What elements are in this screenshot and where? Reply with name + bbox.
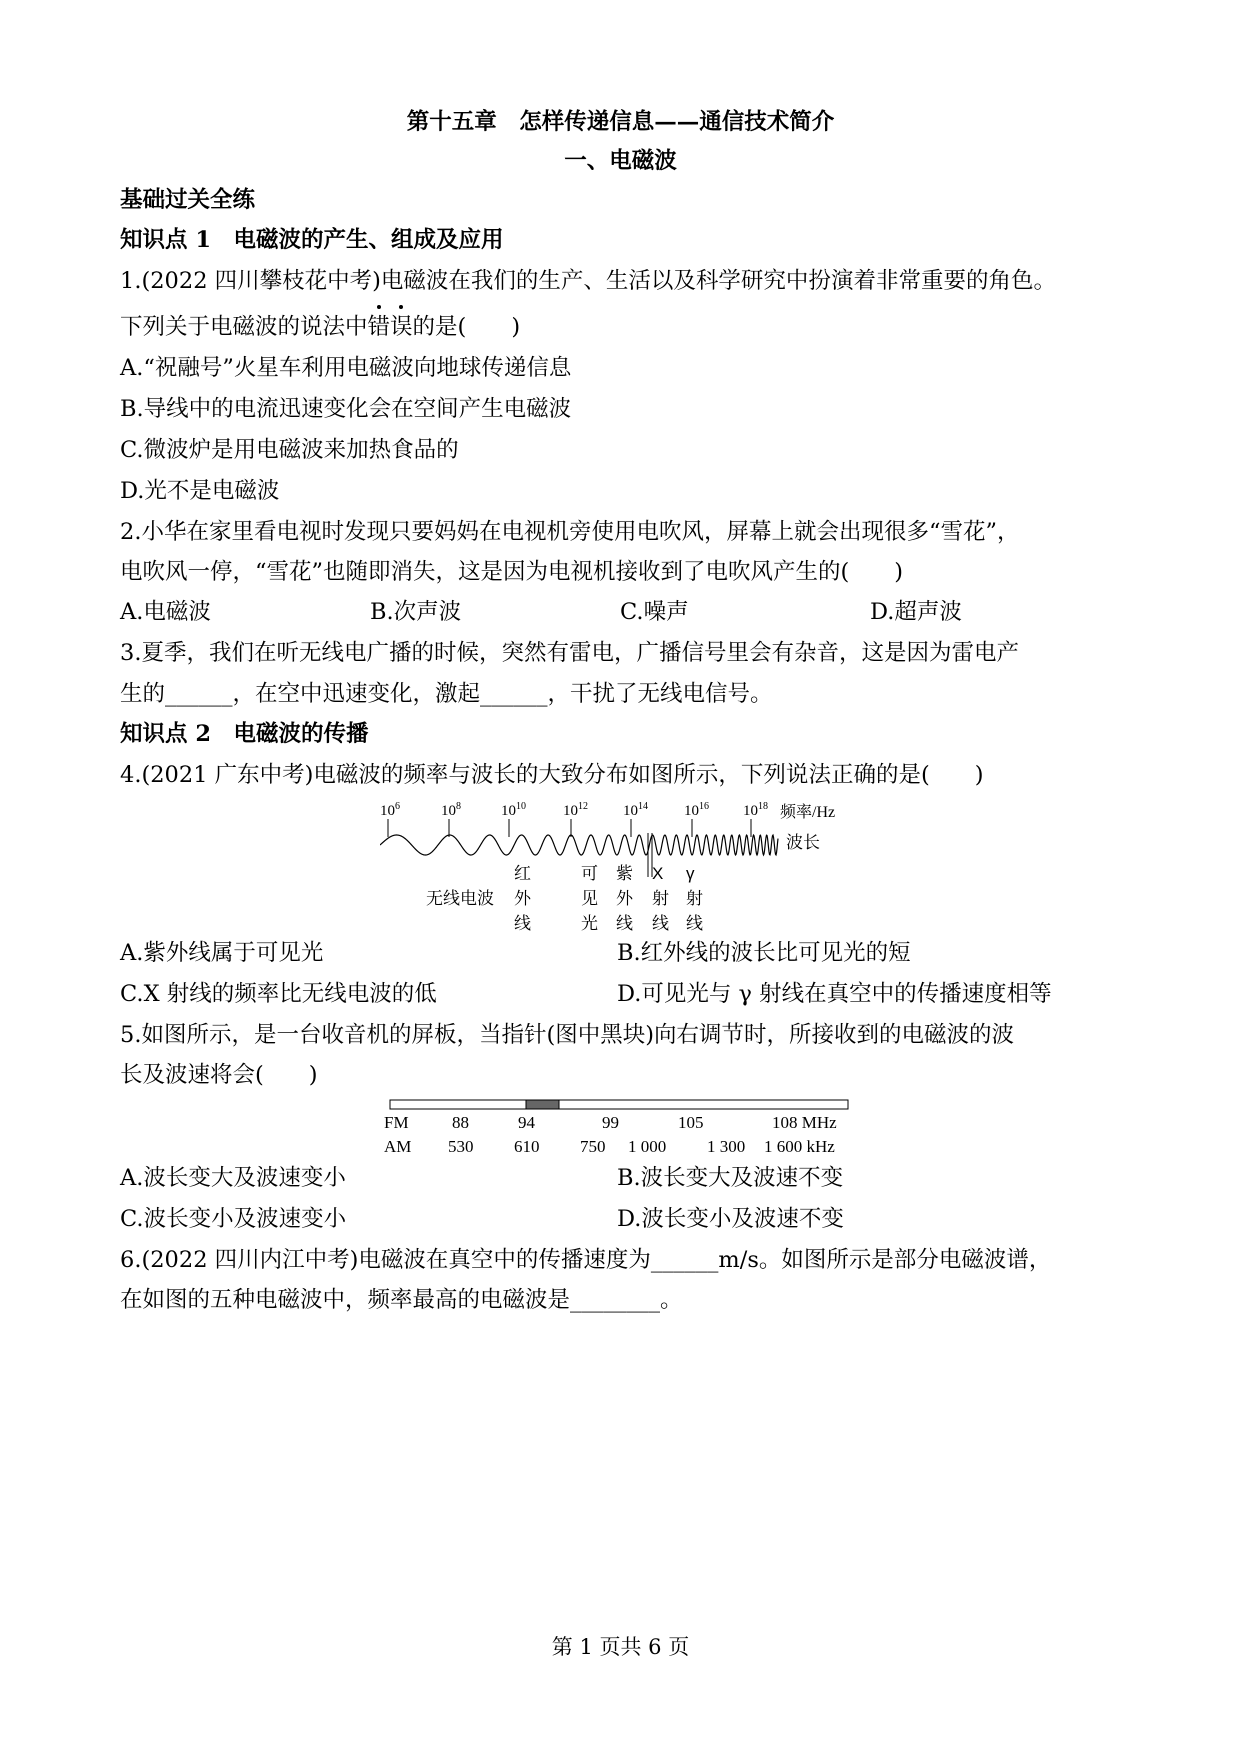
q1-option-c: C.微波炉是用电磁波来加热食品的 — [120, 437, 459, 463]
q1-stem-line1: 1.(2022 四川攀枝花中考)电磁波在我们的生产、生活以及科学研究中扮演着非常重要的角色。 — [120, 268, 1056, 294]
q2-option-b: B.次声波 — [370, 599, 462, 625]
q2-option-c: C.噪声 — [620, 599, 689, 625]
q6-stem-line2: 在如图的五种电磁波中，频率最高的电磁波是________。 — [120, 1287, 683, 1313]
fm-label: FM — [384, 1113, 409, 1132]
q1-emphasis-char-2: 误 — [390, 314, 413, 340]
q1-option-a: A.“祝融号”火星车利用电磁波向地球传递信息 — [120, 355, 572, 381]
frequency-tick-label: $10^{18}$ — [743, 801, 768, 819]
fm-105: 105 — [678, 1113, 704, 1132]
q1-option-d: D.光不是电磁波 — [120, 478, 280, 504]
q4-option-b: B.红外线的波长比可见光的短 — [617, 940, 911, 966]
q1-stem-post: 的是( ) — [412, 314, 521, 340]
frequency-tick-label: $10^6$ — [380, 801, 400, 819]
q2-option-d: D.超声波 — [870, 599, 962, 625]
knowledge-point-1-heading: 知识点 1 电磁波的产生、组成及应用 — [120, 227, 504, 253]
frequency-tick-label: $10^{16}$ — [684, 801, 709, 819]
band-label-char: γ — [686, 864, 695, 883]
band-label-char: 线 — [616, 914, 633, 933]
band-label-char: 光 — [581, 914, 598, 933]
q4-option-a: A.紫外线属于可见光 — [120, 940, 324, 966]
q2-stem-line2: 电吹风一停，“雪花”也随即消失，这是因为电视机接收到了电吹风产生的( ) — [120, 559, 904, 585]
q3-stem-line1: 3.夏季，我们在听无线电广播的时候，突然有雷电，广播信号里会有杂音，这是因为雷电产 — [120, 640, 1019, 666]
band-label-char: 线 — [652, 914, 669, 933]
q1-stem-pre: 下列关于电磁波的说法中 — [120, 314, 368, 340]
band-label-char: 红 — [514, 864, 531, 883]
band-label-char: 紫 — [616, 864, 633, 883]
band-label-char: 射 — [686, 889, 703, 908]
fm-94: 94 — [518, 1113, 535, 1132]
q4-stem: 4.(2021 广东中考)电磁波的频率与波长的大致分布如图所示，下列说法正确的是( ) — [120, 762, 984, 788]
band-label-char: 见 — [581, 889, 598, 908]
fm-99: 99 — [602, 1113, 619, 1132]
band-label-char: X — [652, 864, 664, 883]
q4-option-d: D.可见光与 γ 射线在真空中的传播速度相等 — [617, 981, 1052, 1007]
am-1000: 1 000 — [628, 1137, 667, 1156]
q2-option-a: A.电磁波 — [120, 599, 211, 625]
radio-wave-label: 无线电波 — [426, 889, 494, 908]
radio-dial-figure — [384, 1098, 854, 1160]
page-footer: 第 1 页共 6 页 — [551, 1635, 690, 1659]
q4-option-c: C.X 射线的频率比无线电波的低 — [120, 981, 437, 1007]
am-1600-khz: 1 600 kHz — [764, 1137, 835, 1156]
q5-option-a: A.波长变大及波速变小 — [120, 1165, 346, 1191]
wavelength-label: 波长 — [786, 833, 820, 852]
frequency-tick-label: $10^{14}$ — [623, 801, 648, 819]
am-750: 750 — [580, 1137, 606, 1156]
dial-pointer-block — [526, 1100, 559, 1109]
q5-option-c: C.波长变小及波速变小 — [120, 1206, 347, 1232]
am-530: 530 — [448, 1137, 474, 1156]
band-label-char: 外 — [616, 889, 633, 908]
band-label-char: 射 — [652, 889, 669, 908]
q6-stem-line1: 6.(2022 四川内江中考)电磁波在真空中的传播速度为______m/s。如图所示是部分电磁波谱， — [120, 1247, 1052, 1273]
frequency-tick-label: $10^{12}$ — [563, 801, 588, 819]
frequency-tick-label: $10^8$ — [441, 801, 461, 819]
q5-stem-line2: 长及波速将会( ) — [120, 1062, 318, 1088]
fm-88: 88 — [452, 1113, 469, 1132]
frequency-tick-label: $10^{10}$ — [501, 801, 526, 819]
q5-stem-line1: 5.如图所示，是一台收音机的屏板，当指针(图中黑块)向右调节时，所接收到的电磁波的波 — [120, 1022, 1015, 1048]
wave-curve — [380, 835, 778, 855]
q1-option-b: B.导线中的电流迅速变化会在空间产生电磁波 — [120, 396, 572, 422]
band-label-char: 线 — [514, 914, 531, 933]
section-title: 一、电磁波 — [564, 148, 677, 174]
band-label-char: 线 — [686, 914, 703, 933]
band-label-char: 外 — [514, 889, 531, 908]
q5-option-d: D.波长变小及波速不变 — [617, 1206, 844, 1232]
q5-option-b: B.波长变大及波速不变 — [617, 1165, 844, 1191]
q2-stem-line1: 2.小华在家里看电视时发现只要妈妈在电视机旁使用电吹风，屏幕上就会出现很多“雪花”， — [120, 519, 1020, 545]
q1-stem-line2 — [120, 312, 520, 342]
am-label: AM — [384, 1137, 412, 1156]
am-1300: 1 300 — [707, 1137, 746, 1156]
practice-heading: 基础过关全练 — [120, 187, 256, 213]
am-610: 610 — [514, 1137, 540, 1156]
band-label-char: 可 — [581, 864, 598, 883]
q3-stem-line2: 生的______，在空中迅速变化，激起______，干扰了无线电信号。 — [120, 681, 773, 707]
fm-108-mhz: 108 MHz — [772, 1113, 837, 1132]
radio-dial-diagram — [384, 1098, 854, 1160]
q1-emphasis-char-1: 错 — [367, 314, 391, 340]
chapter-title: 第十五章 怎样传递信息——通信技术简介 — [406, 109, 835, 135]
knowledge-point-2-heading: 知识点 2 电磁波的传播 — [120, 721, 369, 747]
dial-track — [390, 1100, 848, 1109]
frequency-unit-label: 频率/Hz — [780, 804, 836, 821]
